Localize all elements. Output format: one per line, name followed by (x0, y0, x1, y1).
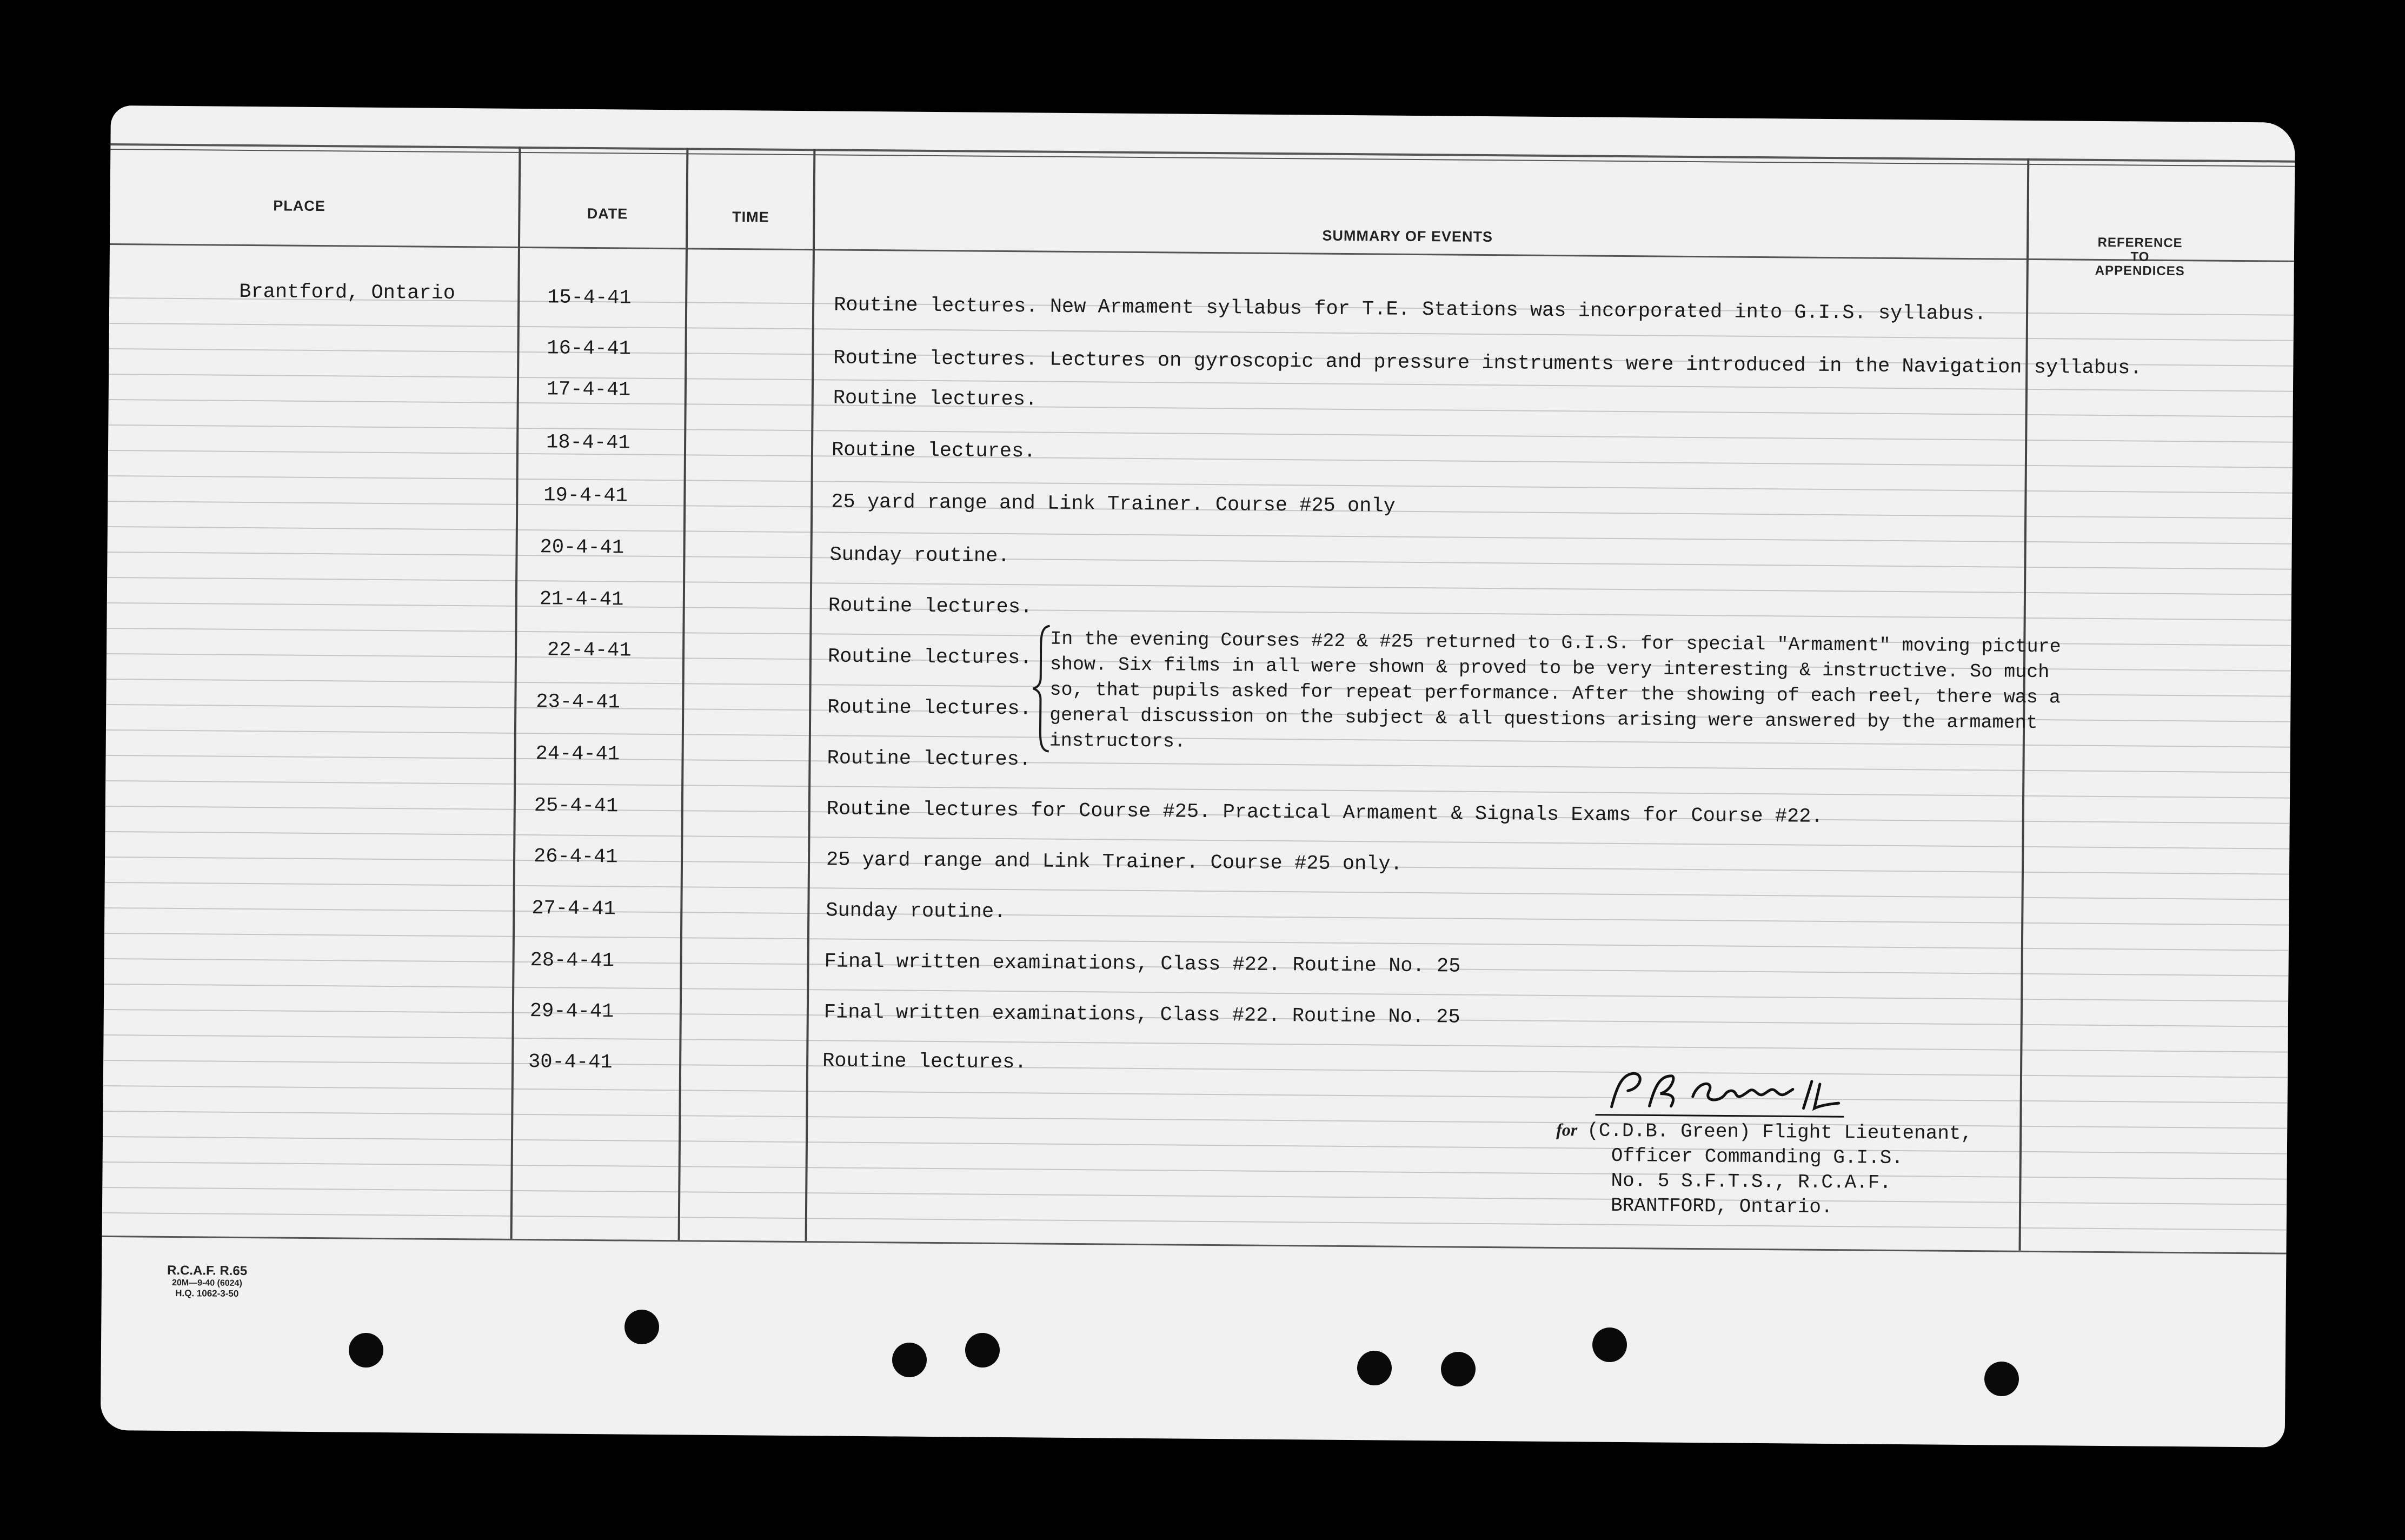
entry-date: 17-4-41 (546, 378, 631, 402)
entry-summary: Routine lectures. (822, 1050, 1027, 1074)
entry-date: 24-4-41 (535, 742, 620, 766)
header-place: PLACE (273, 197, 325, 215)
bracket-note-line: instructors. (1049, 729, 1186, 753)
entry-date: 26-4-41 (533, 845, 618, 869)
ruled-line (107, 602, 2291, 621)
entry-date: 15-4-41 (547, 286, 632, 310)
entry-date: 28-4-41 (530, 949, 615, 973)
entry-date: 21-4-41 (539, 588, 624, 612)
entry-date: 19-4-41 (543, 484, 628, 508)
binder-hole (1357, 1351, 1392, 1385)
signature-prefix: for (1556, 1120, 1578, 1140)
binder-hole (624, 1310, 659, 1344)
bracket-note-line: show. Six films in all were shown & proved to be very interesting & instructive. So much (1049, 653, 2050, 683)
signature-line: Officer Commanding G.I.S. (1611, 1144, 1904, 1170)
binder-hole (1984, 1362, 2019, 1396)
bracket-note-line: In the evening Courses #22 & #25 returned to G.I.S. for special "Armament" moving picture (1050, 628, 2061, 658)
entry-summary: Routine lectures. New Armament syllabus for T.E. Stations was incorporated into G.I.S. syllabus. (833, 294, 1987, 326)
form-id-line3: H.Q. 1062-3-50 (175, 1288, 239, 1299)
signature-block (1586, 1119, 1972, 1222)
entry-summary: Sunday routine. (829, 543, 1010, 568)
ruled-line (103, 1085, 2288, 1104)
entry-summary: Routine lectures for Course #25. Practical Armament & Signals Exams for Course #22. (826, 798, 1823, 828)
signature-line: No. 5 S.F.T.S., R.C.A.F. (1611, 1169, 1892, 1194)
entry-date: 16-4-41 (547, 337, 632, 361)
place-value: Brantford, Ontario (239, 280, 456, 306)
ruled-lines (111, 105, 2295, 123)
entry-date: 22-4-41 (547, 639, 632, 662)
entry-summary: Routine lectures. (831, 439, 1036, 463)
entry-date: 23-4-41 (536, 691, 620, 714)
ruled-line (107, 577, 2291, 595)
handwritten-signature-icon (1590, 1064, 1850, 1120)
form-id-line1: R.C.A.F. R.65 (167, 1263, 248, 1279)
binder-hole (892, 1343, 927, 1377)
entry-summary: Routine lectures. (833, 387, 1038, 411)
binder-hole (965, 1333, 1000, 1368)
entry-date: 25-4-41 (534, 794, 619, 818)
ruled-line (104, 933, 2289, 951)
time-summary-divider (805, 149, 816, 1241)
ruled-line (105, 882, 2289, 900)
place-date-divider (510, 147, 521, 1239)
entry-summary: 25 yard range and Link Trainer. Course #25 only. (826, 848, 1403, 876)
entry-date: 20-4-41 (540, 536, 624, 560)
header-bottom-rule (110, 243, 2294, 262)
body-bottom-rule (102, 1236, 2287, 1254)
ruled-line (105, 780, 2290, 799)
entry-summary: Routine lectures. (827, 696, 1032, 721)
form-id-line2: 20M—9-40 (6024) (171, 1278, 242, 1288)
form-id (139, 1263, 275, 1299)
ruled-line (103, 1034, 2288, 1053)
ruled-line (104, 907, 2289, 926)
binder-hole (349, 1333, 383, 1368)
entry-date: 29-4-41 (529, 1000, 614, 1024)
entry-date: 27-4-41 (532, 897, 616, 921)
entry-summary: Routine lectures. (828, 594, 1033, 619)
entry-summary: 25 yard range and Link Trainer. Course #25 only (831, 490, 1396, 518)
ruled-line (104, 984, 2288, 1002)
ruled-line (109, 399, 2293, 417)
diary-form-card (101, 105, 2295, 1448)
entry-date: 30-4-41 (528, 1051, 613, 1074)
header-reference-line2: TO (2130, 249, 2150, 264)
ruled-line (109, 323, 2294, 341)
header-summary: SUMMARY OF EVENTS (1322, 227, 1493, 245)
header-date: DATE (587, 205, 628, 222)
header-reference-line3: APPENDICES (2095, 263, 2185, 279)
date-time-divider (678, 148, 689, 1240)
entry-summary: Sunday routine. (826, 899, 1006, 924)
binder-hole (1441, 1352, 1476, 1386)
header-reference (2051, 235, 2230, 279)
ruled-line (103, 1060, 2288, 1078)
entry-summary: Routine lectures. Lectures on gyroscopic and pressure instruments were introduced in the Navigation syllabus. (833, 347, 2142, 380)
bracket-note-line: general discussion on the subject & all questions arising were answered by the armament (1049, 704, 2038, 734)
ruled-line (108, 475, 2293, 494)
bracket-note (1049, 627, 2061, 762)
signature-line: (C.D.B. Green) Flight Lieutenant, (1587, 1119, 1973, 1145)
ruled-line (108, 424, 2293, 443)
header-reference-line1: REFERENCE (2097, 235, 2183, 251)
binder-hole (1592, 1327, 1627, 1362)
ruled-line (108, 450, 2293, 468)
header-time: TIME (732, 209, 769, 225)
ruled-line (108, 552, 2292, 570)
ruled-line (108, 526, 2292, 545)
entry-summary: Routine lectures. (827, 645, 1032, 670)
header-top-rule (110, 143, 2295, 163)
signature-line: BRANTFORD, Ontario. (1610, 1194, 1833, 1219)
entry-summary: Final written examinations, Class #22. Routine No. 25 (823, 1001, 1460, 1029)
entry-summary: Routine lectures. (827, 747, 1032, 772)
bracket-note-line: so, that pupils asked for repeat performance. After the showing of each reel, there was a (1049, 679, 2061, 709)
entry-summary: Final written examinations, Class #22. Routine No. 25 (824, 950, 1461, 978)
entry-date: 18-4-41 (546, 431, 630, 455)
ruled-line (105, 831, 2289, 849)
